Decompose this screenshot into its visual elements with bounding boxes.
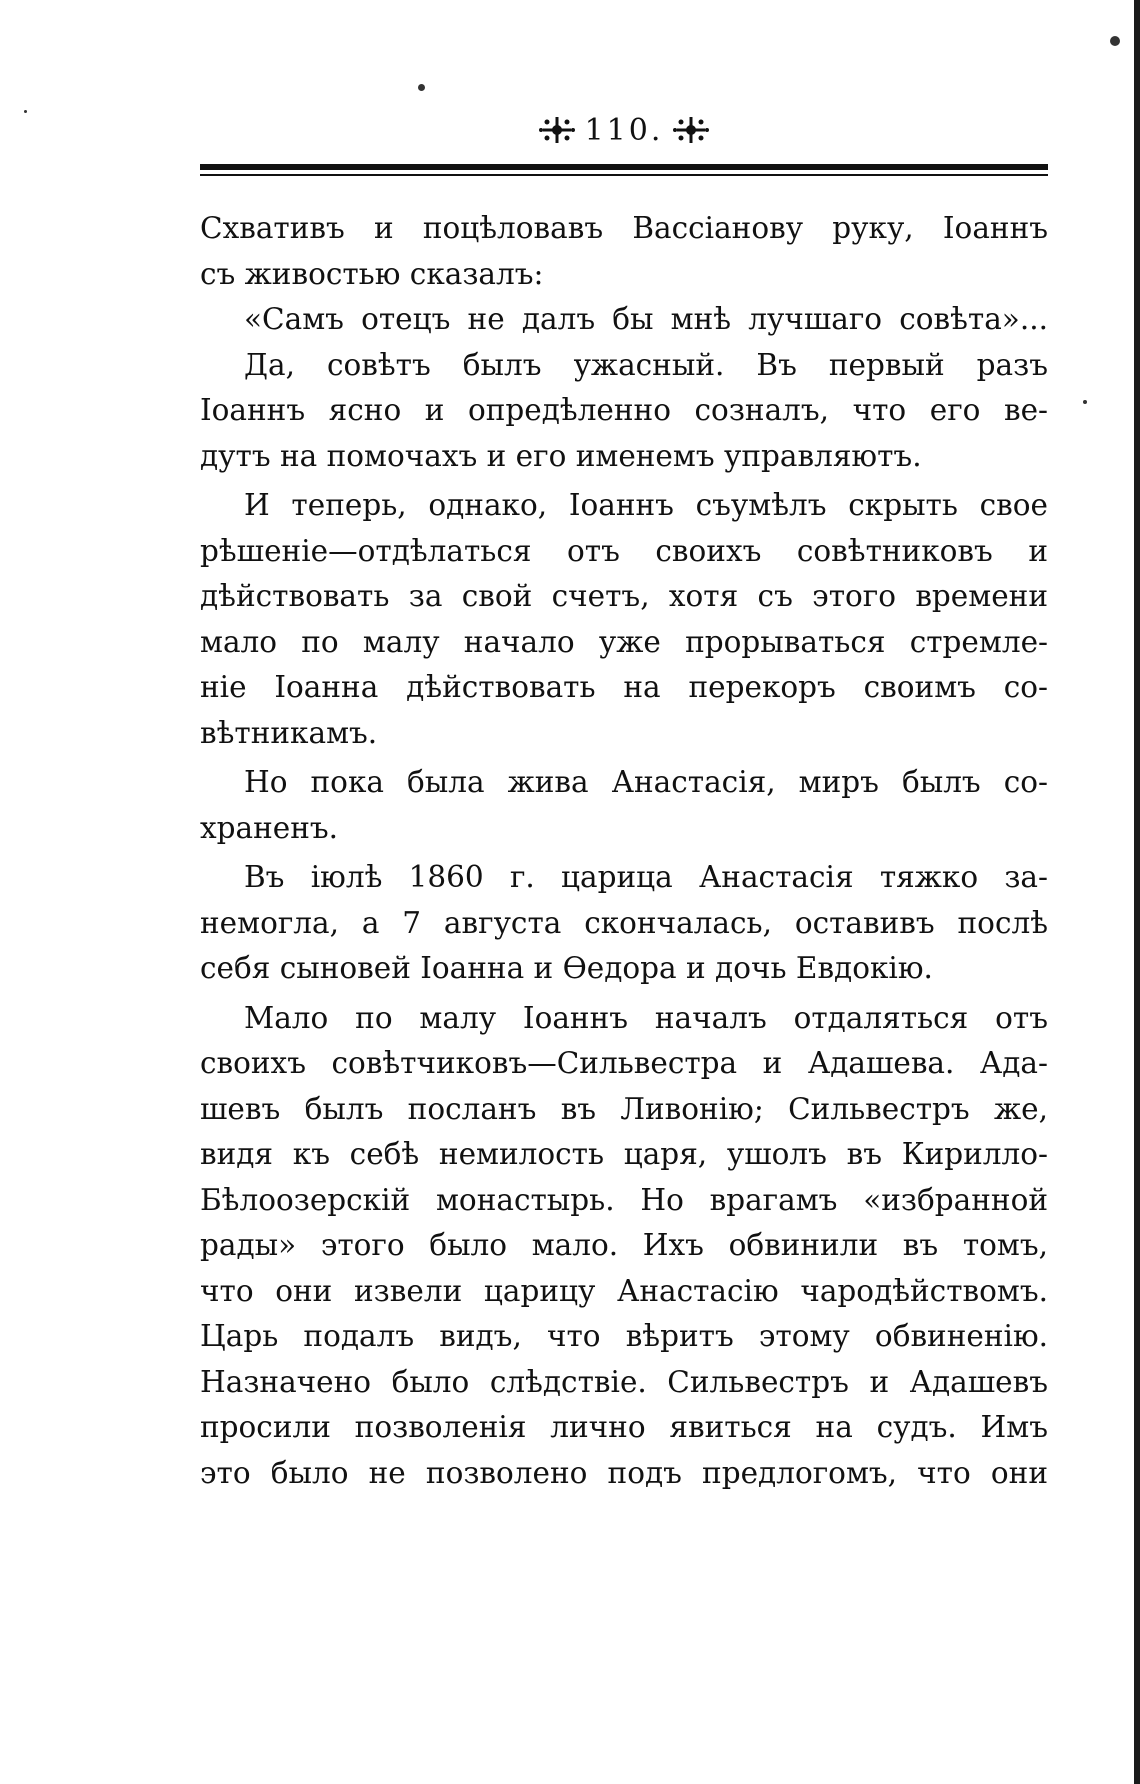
text-line: Да, совѣтъ былъ ужасный. Въ первый разъ xyxy=(244,347,1048,382)
text-line: себя сыновей Іоанна и Ѳедора и дочь Евдокію. xyxy=(200,951,933,985)
text-line: что они извели царицу Анастасію чародѣйствомъ. xyxy=(200,1273,1048,1308)
text-line: Мало по малу Іоаннъ началъ отдаляться отъ xyxy=(244,1000,1048,1035)
page-edge-shadow xyxy=(1134,0,1140,1784)
scan-speck xyxy=(418,84,425,91)
scan-speck xyxy=(1110,36,1120,46)
text-line: вѣтникамъ. xyxy=(200,715,378,750)
text-line: Назначено было слѣдствіе. Сильвестръ и Адашевъ xyxy=(200,1364,1048,1399)
text-line: «Самъ отецъ не далъ бы мнѣ лучшаго совѣта»... xyxy=(244,302,1048,336)
text-line: Іоаннъ ясно и опредѣленно созналъ, что его ве- xyxy=(200,393,1048,427)
header-rule-thick xyxy=(200,164,1048,170)
text-line: дутъ на помочахъ и его именемъ управляютъ. xyxy=(200,438,922,473)
text-line: дѣйствовать за свой счетъ, хотя съ этого времени xyxy=(200,579,1048,613)
text-line: своихъ совѣтчиковъ—Сильвестра и Адашева. Ада- xyxy=(200,1046,1048,1080)
page-number: 110. xyxy=(584,112,664,148)
text-line: рѣшеніе—отдѣлаться отъ своихъ совѣтниковъ и xyxy=(200,533,1048,568)
text-line: шевъ былъ посланъ въ Ливонію; Сильвестръ же, xyxy=(200,1091,1048,1126)
scan-speck xyxy=(1083,400,1087,404)
right-ornament-icon xyxy=(673,115,709,145)
text-line: это было не позволено подъ предлогомъ, что они xyxy=(200,1455,1048,1490)
text-line: просили позволенія лично явиться на судъ. Имъ xyxy=(200,1410,1048,1444)
text-line: И теперь, однако, Іоаннъ съумѣлъ скрыть свое xyxy=(244,488,1048,522)
text-line: немогла, а 7 августа скончалась, оставивъ послѣ xyxy=(200,905,1048,940)
left-ornament-icon xyxy=(539,115,575,145)
text-line: Царь подалъ видъ, что вѣритъ этому обвиненію. xyxy=(200,1319,1048,1353)
body-text xyxy=(200,206,1048,1496)
text-line: храненъ. xyxy=(200,810,339,845)
text-line: Но пока была жива Анастасія, миръ былъ со- xyxy=(244,765,1048,799)
text-line: видя къ себѣ немилость царя, ушолъ въ Кирилло- xyxy=(200,1137,1048,1171)
page-header xyxy=(200,110,1048,170)
text-line: мало по малу начало уже прорываться стремле- xyxy=(200,624,1048,659)
text-line: съ живостью сказалъ: xyxy=(200,256,544,291)
text-line: Бѣлоозерскій монастырь. Но врагамъ «избранной xyxy=(200,1182,1048,1217)
text-line: Въ іюлѣ 1860 г. царица Анастасія тяжко за- xyxy=(244,860,1048,894)
header-rule-thin xyxy=(200,174,1048,176)
text-line: Схвативъ и поцѣловавъ Вассіанову руку, Іоаннъ xyxy=(200,211,1048,245)
scan-speck xyxy=(24,110,27,113)
text-line: ніе Іоанна дѣйствовать на перекоръ своимъ со- xyxy=(200,670,1048,704)
text-line: рады» этого было мало. Ихъ обвинили въ томъ, xyxy=(200,1228,1048,1262)
page-number-line xyxy=(200,110,1048,150)
